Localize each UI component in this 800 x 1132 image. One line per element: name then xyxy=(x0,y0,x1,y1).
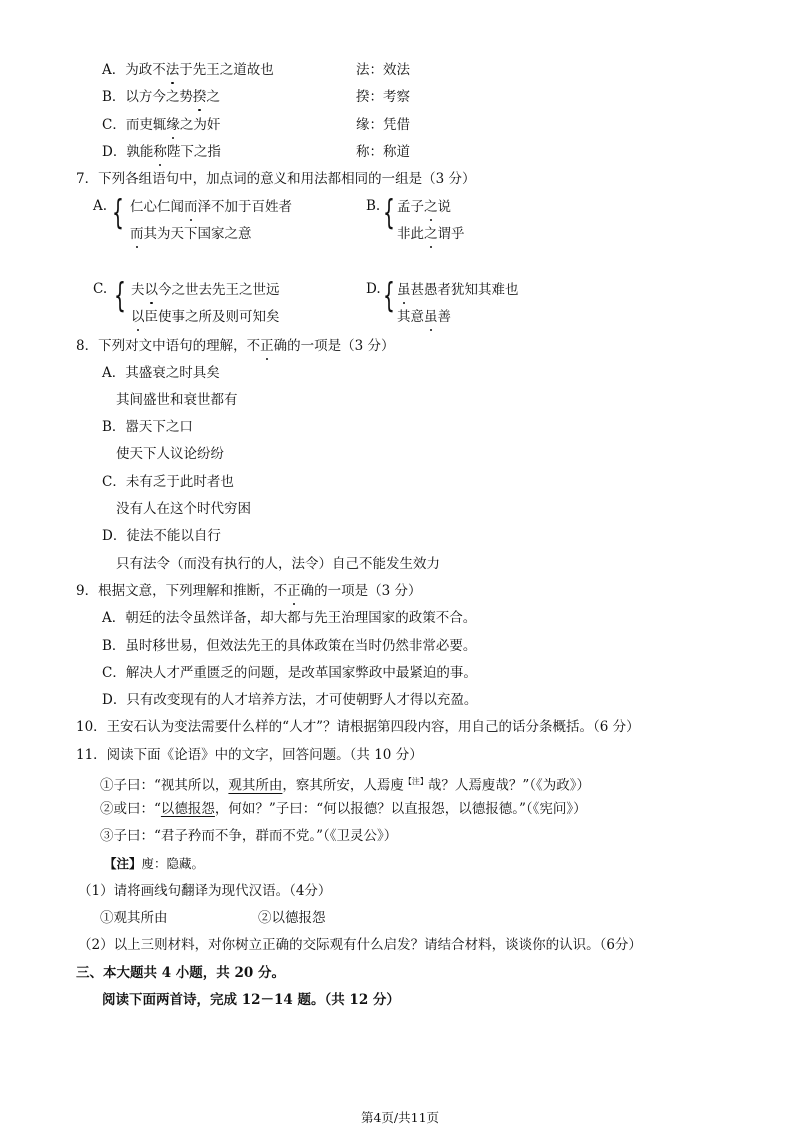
q11-note: 【注】廋：隐藏。 xyxy=(104,856,205,871)
emphasis-dot-char: 之 xyxy=(424,199,438,215)
q7-option-a-label: A. xyxy=(93,198,108,214)
q11-quote-1: ①子曰：“视其所以，观其所由，察其所安，人焉廋$^{【注】}$哉？人焉廋哉？”（《为政》） xyxy=(100,777,591,794)
q6-option-c: C．而吏辄缘之为奸 xyxy=(102,117,221,133)
q7-option-d-line1: 虽甚愚者犹知其难也 xyxy=(397,282,519,298)
q8-item-c-meaning: 没有人在这个时代穷困 xyxy=(116,501,251,517)
q6-gloss-a: 法：效法 xyxy=(356,62,410,78)
emphasis-dot-char: 法 xyxy=(165,62,180,78)
q7-option-d-label: D. xyxy=(366,281,381,297)
q11-sub1: （1）请将画线句翻译为现代汉语。（4分） xyxy=(78,883,332,899)
section3-intro: 阅读下面两首诗，完成 12－14 题。（共 12 分） xyxy=(102,992,400,1008)
brace-icon: { xyxy=(112,193,124,233)
emphasis-dot-text: 不正确 xyxy=(246,338,288,354)
q8-item-a-meaning: 其间盛世和衰世都有 xyxy=(116,392,238,408)
emphasis-dot-char: 以 xyxy=(144,282,158,298)
q6-option-a: A．为政不法于先王之道故也 xyxy=(102,62,274,78)
q7-option-c-line1: 夫以今之世去先王之世远 xyxy=(131,282,280,298)
q11-sub2: （2）以上三则材料，对你树立正确的交际观有什么启发？请结合材料，谈谈你的认识。（6分） xyxy=(78,937,642,953)
q8-stem: 8．下列对文中语句的理解，不正确的一项是（3 分） xyxy=(76,338,395,354)
q6-gloss-d: 称：称道 xyxy=(356,144,410,160)
underlined-phrase: 以德报怨 xyxy=(160,801,215,817)
q11-quote-2: ②或曰：“以德报怨，何如？”子曰：“何以报德？以直报怨，以德报德。”（《宪问》） xyxy=(100,801,587,817)
q9-option-b: B．虽时移世易，但效法先王的具体政策在当时仍然非常必要。 xyxy=(102,638,477,654)
underlined-phrase: 观其所由 xyxy=(228,777,283,794)
q6-option-b: B．以方今之势揆之 xyxy=(102,89,220,105)
q9-option-c: C．解决人才严重匮乏的问题，是改革国家弊政中最紧迫的事。 xyxy=(102,665,477,681)
q11-sub1-item-b: ②以德报怨 xyxy=(258,910,326,926)
q7-option-a-line2: 而其为天下国家之意 xyxy=(130,226,252,242)
q7-stem: 7．下列各组语句中，加点词的意义和用法都相同的一组是（3 分） xyxy=(76,171,476,187)
q9-option-d: D．只有改变现有的人才培养方法，才可使朝野人才得以充盈。 xyxy=(102,692,478,708)
q7-option-b-line2: 非此之谓乎 xyxy=(397,226,465,242)
q7-option-c-label: C. xyxy=(93,281,108,297)
page-footer: 第4页/共11页 xyxy=(360,1110,440,1125)
emphasis-dot-char: 而 xyxy=(130,226,144,242)
emphasis-dot-char: 称 xyxy=(153,144,167,160)
q8-item-b-quote: B．嚣天下之口 xyxy=(102,419,193,435)
q9-option-a: A．朝廷的法令虽然详备，却大都与先王治理国家的政策不合。 xyxy=(102,610,477,626)
q11-stem: 11．阅读下面《论语》中的文字，回答问题。（共 10 分） xyxy=(76,747,423,763)
q11-sub1-item-a: ①观其所由 xyxy=(100,910,168,926)
emphasis-dot-char: 之 xyxy=(424,226,438,242)
q7-option-d-line2: 其意虽善 xyxy=(397,309,451,325)
emphasis-dot-char: 而 xyxy=(184,199,198,215)
q9-stem: 9．根据文意，下列理解和推断，不正确的一项是（3 分） xyxy=(76,583,422,599)
q6-gloss-b: 揆：考察 xyxy=(356,89,410,105)
q6-gloss-c: 缘：凭借 xyxy=(356,117,410,133)
emphasis-dot-char: 揆 xyxy=(192,89,207,105)
emphasis-dot-text: 不正确 xyxy=(273,583,315,599)
section3-heading: 三、本大题共 4 小题，共 20 分。 xyxy=(76,965,285,981)
brace-icon: { xyxy=(114,276,126,316)
q8-item-d-meaning: 只有法令（而没有执行的人，法令）自己不能发生效力 xyxy=(116,556,440,572)
emphasis-dot-char: 以 xyxy=(131,309,145,325)
emphasis-dot-char: 虽 xyxy=(424,309,438,325)
q7-option-b-label: B. xyxy=(366,198,381,214)
q7-option-a-line1: 仁心仁闻而泽不加于百姓者 xyxy=(130,199,292,215)
q6-option-d: D．孰能称陛下之指 xyxy=(102,144,221,160)
q8-item-b-meaning: 使天下人议论纷纷 xyxy=(116,446,224,462)
q10-stem: 10．王安石认为变法需要什么样的“人才”？请根据第四段内容，用自己的话分条概括。（6 分） xyxy=(76,719,640,735)
q7-option-c-line2: 以臣使事之所及则可知矣 xyxy=(131,309,280,325)
q7-option-b-line1: 孟子之说 xyxy=(397,199,451,215)
emphasis-dot-char: 缘 xyxy=(166,117,180,133)
brace-icon: { xyxy=(383,193,395,233)
q8-item-c-quote: C．未有乏于此时者也 xyxy=(102,474,234,490)
brace-icon: { xyxy=(383,276,395,316)
q11-quote-3: ③子曰：“君子矜而不争，群而不党。”（《卫灵公》） xyxy=(100,828,398,844)
q8-item-a-quote: A．其盛衰之时具矣 xyxy=(102,365,220,381)
emphasis-dot-char: 虽 xyxy=(397,282,411,298)
q8-item-d-quote: D．徒法不能以自行 xyxy=(102,528,221,544)
note-marker: 【注】 xyxy=(403,777,428,786)
